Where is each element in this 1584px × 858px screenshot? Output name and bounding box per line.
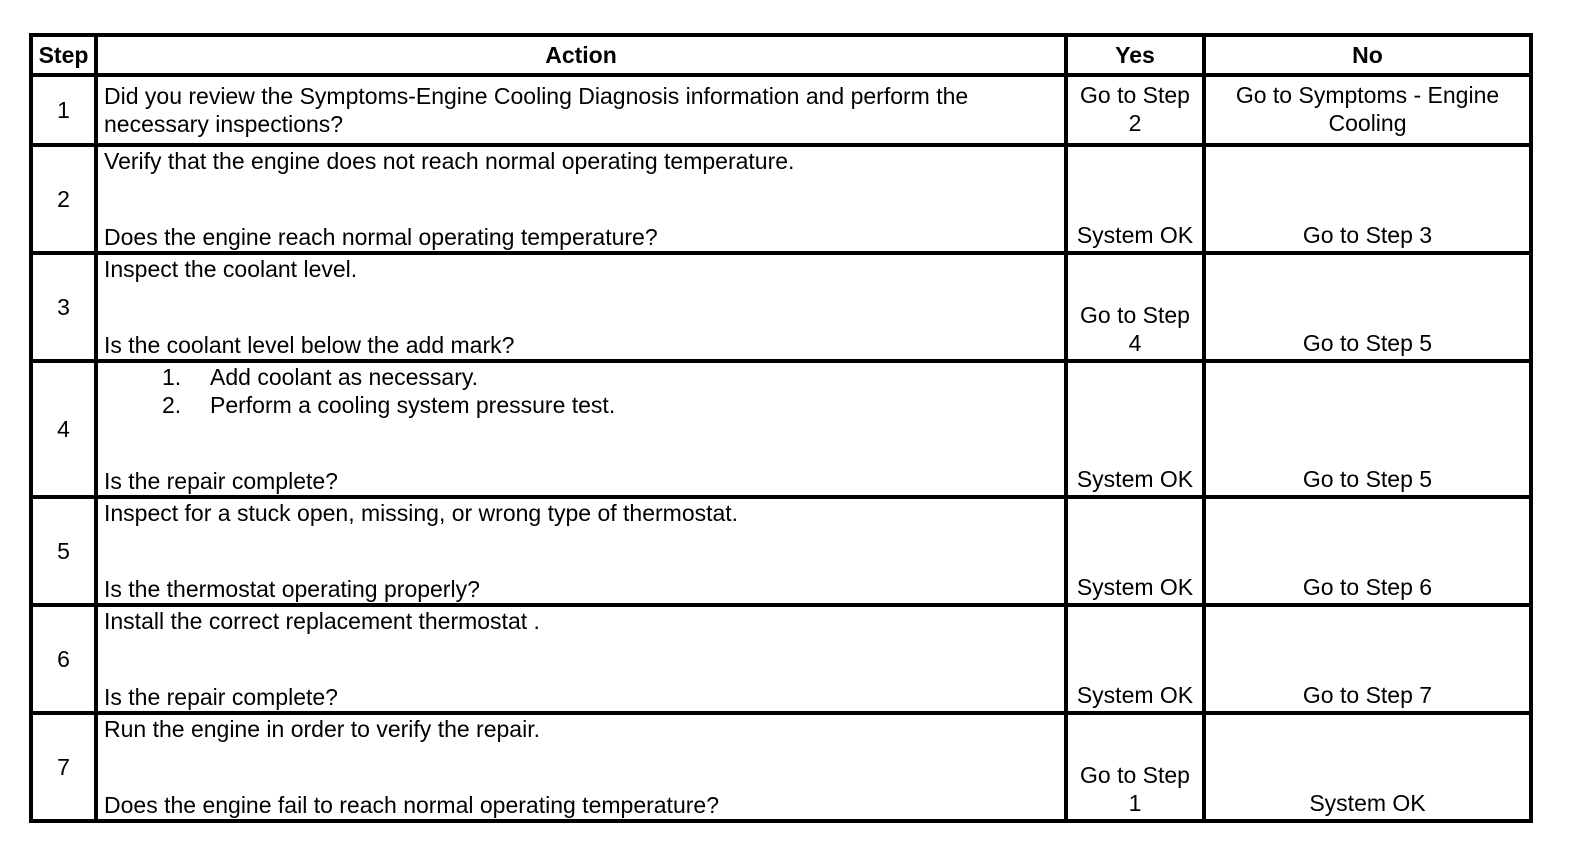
action-cell	[96, 497, 1066, 605]
yes-text: System OK	[1076, 222, 1194, 248]
action-text: Inspect the coolant level.	[104, 256, 358, 282]
yes-text: Go to Step	[1080, 762, 1190, 788]
step-number: 2	[31, 145, 96, 253]
action-question: Is the coolant level below the add mark?	[104, 332, 515, 358]
no-text: Cooling	[1328, 110, 1407, 136]
step-number: 5	[31, 497, 96, 605]
action-text: Verify that the engine does not reach normal operating temperature.	[104, 148, 795, 174]
action-cell	[96, 713, 1066, 821]
step-number: 7	[31, 713, 96, 821]
step-number: 6	[31, 605, 96, 713]
action-question: Does the engine fail to reach normal operating temperature?	[104, 792, 719, 818]
list-item	[162, 363, 1058, 391]
action-question: Is the thermostat operating properly?	[104, 576, 480, 602]
no-text: Go to Step 7	[1302, 682, 1433, 708]
action-question: Is the repair complete?	[104, 684, 338, 710]
header-action: Action	[96, 35, 1066, 75]
action-list	[104, 363, 1058, 419]
action-question: Does the engine reach normal operating temperature?	[104, 224, 658, 250]
action-cell	[96, 145, 1066, 253]
table-row	[31, 497, 1531, 605]
table-row	[31, 713, 1531, 821]
header-row	[31, 35, 1531, 75]
no-cell	[1204, 253, 1531, 361]
table-row	[31, 361, 1531, 497]
yes-text: 4	[1128, 330, 1142, 356]
action-question: Is the repair complete?	[104, 468, 338, 494]
yes-text: System OK	[1076, 574, 1194, 600]
yes-text: System OK	[1076, 466, 1194, 492]
no-text: Go to Symptoms - Engine	[1235, 82, 1500, 108]
no-text: Go to Step 5	[1302, 466, 1433, 492]
diagnostic-table	[29, 33, 1533, 823]
header-no: No	[1204, 35, 1531, 75]
yes-cell	[1066, 497, 1204, 605]
action-text: Run the engine in order to verify the repair.	[104, 716, 540, 742]
yes-cell	[1066, 145, 1204, 253]
header-step: Step	[31, 35, 96, 75]
table-row	[31, 605, 1531, 713]
list-number: 2.	[162, 392, 182, 418]
no-cell	[1204, 497, 1531, 605]
no-text: Go to Step 6	[1302, 574, 1433, 600]
action-text: Inspect for a stuck open, missing, or wrong type of thermostat.	[104, 500, 739, 526]
list-item	[162, 391, 1058, 419]
no-cell	[1204, 605, 1531, 713]
yes-text: Go to Step	[1080, 302, 1190, 328]
action-text: Install the correct replacement thermostat .	[104, 608, 540, 634]
table-row	[31, 75, 1531, 145]
no-cell	[1204, 145, 1531, 253]
action-cell	[96, 253, 1066, 361]
no-cell	[1204, 361, 1531, 497]
yes-cell	[1066, 713, 1204, 821]
no-cell	[1204, 75, 1531, 145]
yes-cell	[1066, 605, 1204, 713]
yes-cell	[1066, 361, 1204, 497]
action-cell	[96, 605, 1066, 713]
no-text: System OK	[1309, 790, 1426, 816]
action-text: Did you review the Symptoms-Engine Cooling Diagnosis information and perform the necessary inspections?	[104, 83, 969, 137]
yes-cell	[1066, 253, 1204, 361]
step-number: 1	[31, 75, 96, 145]
action-cell	[96, 361, 1066, 497]
list-text: Add coolant as necessary.	[210, 364, 479, 390]
yes-text: 2	[1128, 110, 1142, 136]
header-yes: Yes	[1066, 35, 1204, 75]
table-row	[31, 253, 1531, 361]
yes-text: 1	[1128, 790, 1142, 816]
action-cell	[96, 75, 1066, 145]
step-number: 4	[31, 361, 96, 497]
yes-text: Go to Step	[1080, 82, 1190, 108]
yes-text: System OK	[1076, 682, 1194, 708]
no-cell	[1204, 713, 1531, 821]
table-row	[31, 145, 1531, 253]
list-text: Perform a cooling system pressure test.	[210, 392, 616, 418]
list-number: 1.	[162, 364, 182, 390]
no-text: Go to Step 3	[1302, 222, 1433, 248]
yes-cell	[1066, 75, 1204, 145]
no-text: Go to Step 5	[1302, 330, 1433, 356]
step-number: 3	[31, 253, 96, 361]
